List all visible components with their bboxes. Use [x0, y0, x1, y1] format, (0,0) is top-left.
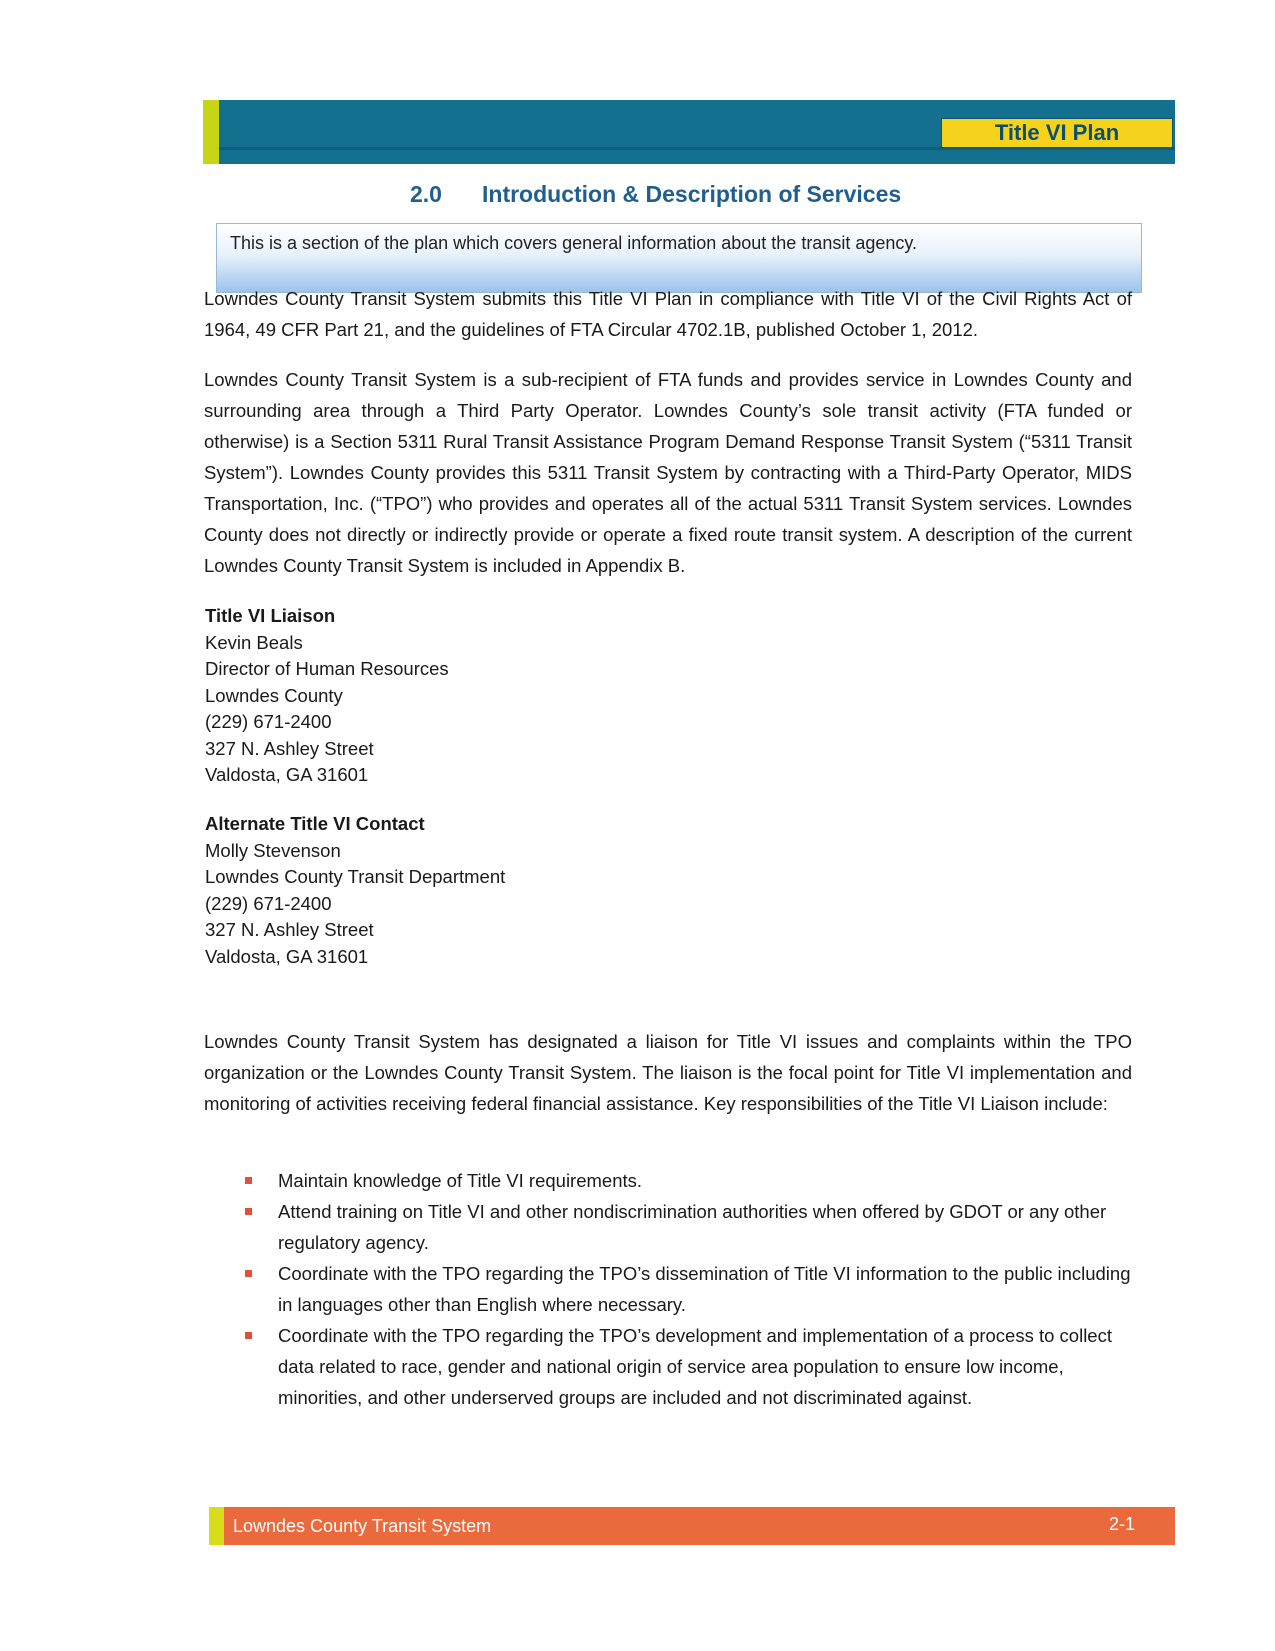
alternate-heading: Alternate Title VI Contact [205, 813, 425, 834]
responsibilities-list [240, 1165, 1135, 1413]
list-item-text: Coordinate with the TPO regarding the TPO’s dissemination of Title VI information to the public including in languages other than English where necessary. [278, 1263, 1131, 1315]
list-item [240, 1196, 1135, 1258]
liaison-name: Kevin Beals [205, 631, 303, 653]
liaison-contact [205, 603, 449, 789]
liaison-title: Director of Human Resources [205, 658, 449, 679]
bullet-square-icon [245, 1270, 252, 1277]
list-item-text: Coordinate with the TPO regarding the TPO’s development and implementation of a process to collect data related to race, gender and national origin of service area population to ensure low income, minorities, and other underserved groups are included and not discriminated against. [278, 1325, 1112, 1408]
liaison-street: 327 N. Ashley Street [205, 737, 374, 759]
intro-paragraph: Lowndes County Transit System submits this Title VI Plan in compliance with Title VI of the Civil Rights Act of 1964, 49 CFR Part 21, and the guidelines of FTA Circular 4702.1B, published October 1, 2012. [204, 288, 1132, 340]
footer-accent-bar [209, 1507, 224, 1545]
alternate-contact [205, 811, 505, 970]
description-paragraph: Lowndes County Transit System is a sub-recipient of FTA funds and provides service in Lowndes County and surrounding area through a Third Party Operator. Lowndes County’s sole transit activity (FTA funded or otherwise) is a Section 5311 Rural Transit Assistance Program Demand Response Transit System (“5311 Transit System”). Lowndes County provides this 5311 Transit System by contracting with a Third-Party Operator, MIDS Transportation, Inc. (“TPO”) who provides and operates all of the actual 5311 Transit System services. Lowndes County does not directly or indirectly provide or operate a fixed route transit system. A description of the current Lowndes County Transit System is included in Appendix B. [204, 369, 1132, 576]
document-label: Title VI Plan [941, 118, 1173, 148]
section-title: Introduction & Description of Services [482, 181, 902, 207]
alternate-city: Valdosta, GA 31601 [205, 945, 369, 967]
list-item [240, 1165, 1135, 1196]
bullet-square-icon [245, 1177, 252, 1184]
alternate-name: Molly Stevenson [205, 839, 341, 861]
list-item [240, 1258, 1135, 1320]
note-text: This is a section of the plan which covers general information about the transit agency. [230, 233, 918, 253]
bullet-square-icon [245, 1332, 252, 1339]
list-item [240, 1320, 1135, 1413]
liaison-org: Lowndes County [205, 684, 343, 706]
liaison-phone: (229) 671-2400 [205, 711, 332, 732]
alternate-phone: (229) 671-2400 [205, 892, 332, 914]
bullet-square-icon [245, 1208, 252, 1215]
list-item-text: Attend training on Title VI and other nondiscrimination authorities when offered by GDOT or any other regulatory agency. [278, 1201, 1107, 1253]
liaison-paragraph: Lowndes County Transit System has designated a liaison for Title VI issues and complaints within the TPO organization or the Lowndes County Transit System. The liaison is the focal point for Title VI implementation and monitoring of activities receiving federal financial assistance. Key responsibilities of the Title VI Liaison include: [204, 1031, 1132, 1114]
liaison-city: Valdosta, GA 31601 [205, 764, 369, 785]
alternate-org: Lowndes County Transit Department [205, 866, 506, 887]
alternate-street: 327 N. Ashley Street [205, 919, 374, 940]
liaison-heading: Title VI Liaison [205, 605, 336, 626]
page-number: 2-1 [1108, 1514, 1135, 1534]
header-accent-bar [203, 100, 219, 164]
section-number: 2.0 [410, 181, 442, 207]
list-item-text: Maintain knowledge of Title VI requirements. [278, 1170, 643, 1191]
section-heading [410, 181, 901, 211]
footer-org-name: Lowndes County Transit System [233, 1516, 492, 1536]
